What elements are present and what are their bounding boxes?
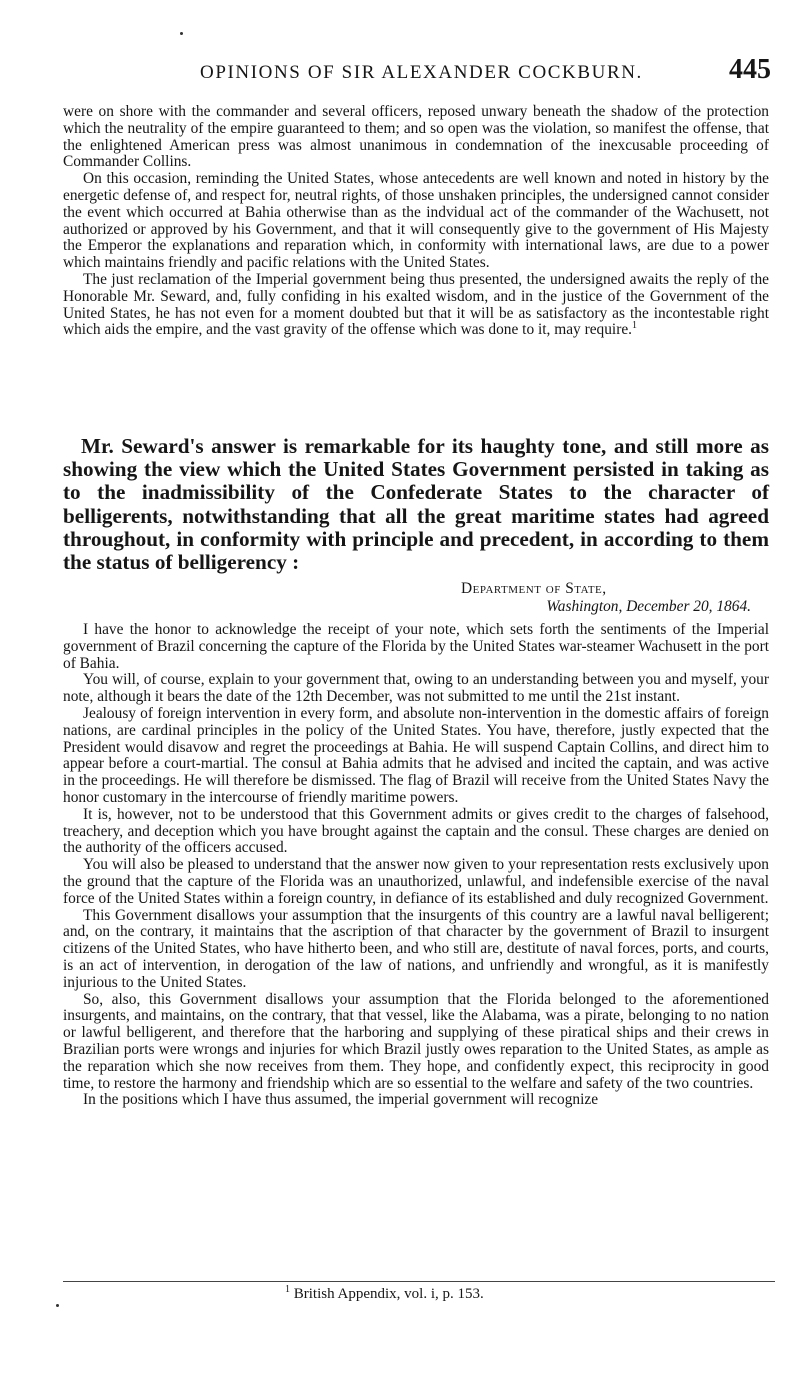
paragraph: I have the honor to acknowledge the receipt of your note, which sets forth the sentiments of the Imperial government of Brazil concerning the capture of the Florida by the United States war-steamer Wachusett in the port of Bahia.: [63, 621, 769, 672]
running-header: [0, 54, 811, 88]
paragraph: On this occasion, reminding the United States, whose antecedents are well known and noted in history by the energetic defense of, and respect for, neutral rights, of those unshaken principles, the undersigned cannot consider the event which occurred at Bahia otherwise than as the indvidual act of the commander of the Wachusett, not authorized or approved by his Government, and that it will consequently give to the government of His Majesty the Emperor the explanations and reparation which, in conformity with international laws, are due to a power which maintains friendly and pacific relations with the United States.: [63, 170, 769, 272]
page-number: 445: [729, 54, 771, 85]
paragraph: It is, however, not to be understood that this Government admits or gives credit to the charges of falsehood, treachery, and deception which you have brought against the captain and the consul. These charges are denied on the authority of the officers accused.: [63, 805, 769, 857]
letter-heading: [411, 580, 751, 616]
paragraph: In the positions which I have thus assumed, the imperial government will recognize: [83, 1091, 599, 1109]
paragraph: You will also be pleased to understand that the answer now given to your representation rests exclusively upon the ground that the capture of the Florida was an unauthorized, unlawful, and indefensible exercise of the naval force of the United States within a foreign country, in defiance of its established and duly recognized Government.: [63, 856, 769, 907]
quoted-note-continuation: [63, 104, 769, 339]
department-line: Department of State,: [461, 580, 607, 597]
print-speck: [180, 32, 183, 35]
paragraph: You will, of course, explain to your government that, owing to an understanding between you and myself, your note, although it bears the date of the 12th December, was not submitted to me until the 21st instant.: [63, 671, 769, 706]
footnote-marker: 1: [285, 1284, 290, 1295]
footnote-text: British Appendix, vol. i, p. 153.: [293, 1286, 484, 1302]
paragraph: were on shore with the commander and several officers, reposed unwary beneath the shadow of the protection which the neutrality of the empire guaranteed to them; and so open was the violation, so manifest the offense, that the enlightened American press was almost unanimous in condemnation of the inexcusable proceeding of Commander Collins.: [63, 103, 769, 171]
paragraph: So, also, this Government disallows your assumption that the Florida belonged to the aforementioned insurgents, and maintains, on the contrary, that that vessel, like the Alabama, was a pirate, belonging to no nation or lawful belligerent, and therefore that the harboring and supplying of these piratical ships and their crews in Brazilian ports were wrongs and injuries for which Brazil justly owes reparation to the United States, as ample as the reparation which she now receives from them. They hope, and confidently expect, this reciprocity in good time, to restore the harmony and friendship which are so essential to the welfare and safety of the two countries.: [63, 990, 769, 1092]
seward-letter: [63, 622, 769, 1109]
paragraph: This Government disallows your assumption that the insurgents of this country are a lawful naval belligerent; and, on the contrary, it maintains that the ascription of that character by the government of Brazil to insurgent citizens of the United States, who have hitherto been, and who still are, destitute of naval forces, ports, and courts, is an act of intervention, in derogation of the law of nations, and unfriendly and wrongful, as it is manifestly injurious to the United States.: [63, 906, 769, 991]
footnote: [285, 1286, 484, 1303]
paragraph-text: The just reclamation of the Imperial government being thus presented, the undersigned awaits the reply of the Honorable Mr. Seward, and, fully confiding in his exalted wisdom, and in the justice of the Government of the United States, he has not even for a moment doubted but that it will be as satisfactory as the incontestable right which aids the empire, and the vast gravity of the offense which was done to it, may require.: [63, 270, 769, 339]
paragraph: [63, 272, 769, 339]
print-speck: [56, 1304, 59, 1307]
place-date-line: Washington, December 20, 1864.: [546, 598, 751, 615]
commentary-paragraph: [63, 435, 769, 574]
footnote-reference: 1: [632, 320, 638, 332]
paragraph: Mr. Seward's answer is remarkable for its haughty tone, and still more as showing the view which the United States Government persisted in taking as to the inadmissibility of the Confederate States to the character of belligerents, notwithstanding that all the great maritime states had agreed throughout, in conformity with principle and precedent, in according to them the status of belligerency :: [63, 434, 769, 575]
footnote-divider: [63, 1281, 775, 1282]
header-title: OPINIONS OF SIR ALEXANDER COCKBURN.: [200, 62, 643, 83]
paragraph: Jealousy of foreign intervention in every form, and absolute non-intervention in the domestic affairs of foreign nations, are cardinal principles in the policy of the United States. You have, therefore, justly expected that the President would disavow and regret the proceedings at Bahia. He will suspend Captain Collins, and direct him to appear before a court-martial. The consul at Bahia admits that he advised and incited the captain, and was active in the proceedings. He will therefore be dismissed. The flag of Brazil will receive from the United States Navy the honor customary in the intercourse of friendly maritime powers.: [63, 704, 769, 806]
